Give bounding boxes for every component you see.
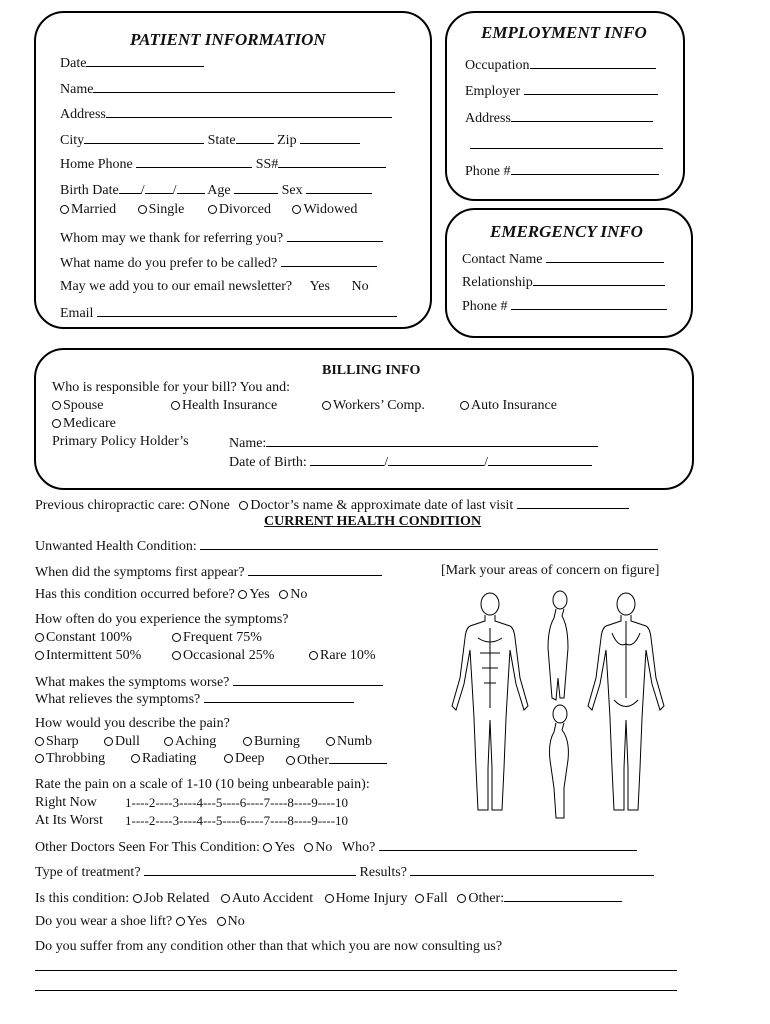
previous-none-radio[interactable]: None xyxy=(189,498,230,513)
policy-holder-label: Primary Policy Holder’s xyxy=(52,434,189,449)
employer-address-field[interactable] xyxy=(465,109,653,127)
unwanted-condition-label: Unwanted Health Condition: xyxy=(35,539,197,554)
newsletter-no[interactable]: No xyxy=(351,279,369,294)
other-condition-question: Do you suffer from any condition other than that which you are now consulting us? xyxy=(35,939,503,954)
relationship-label: Relationship xyxy=(462,275,533,290)
previous-doctor-radio[interactable]: Doctor’s name & approximate date of last visit xyxy=(239,498,513,513)
shoe-lift-label: Do you wear a shoe lift? xyxy=(35,914,173,929)
right-now-scale[interactable]: 1----2----3----4---5----6----7----8----9----10 xyxy=(125,795,349,810)
body-figure-diagram[interactable] xyxy=(440,588,676,822)
intermittent-radio[interactable]: Intermittent 50% xyxy=(35,648,141,664)
email-label: Email xyxy=(60,306,94,321)
auto-accident-radio[interactable]: Auto Accident xyxy=(221,891,313,906)
other-doctors-label: Other Doctors Seen For This Condition: xyxy=(35,840,260,855)
occurred-no-radio[interactable]: No xyxy=(279,587,307,602)
shoe-lift-row xyxy=(35,914,245,930)
billing-question: Who is responsible for your bill? You and: xyxy=(52,380,290,395)
current-health-title: CURRENT HEALTH CONDITION xyxy=(264,514,482,529)
patient-info-title: PATIENT INFORMATION xyxy=(130,30,326,49)
throbbing-radio[interactable]: Throbbing xyxy=(35,751,105,767)
front-body-figure xyxy=(452,593,528,810)
side-body-figure-top xyxy=(548,591,568,700)
ssn-label: SS# xyxy=(255,157,279,172)
policy-name-label: Name: xyxy=(229,436,267,451)
newsletter-label: May we add you to our email newsletter? xyxy=(60,279,293,294)
newsletter-row xyxy=(60,279,369,295)
previous-care-label: Previous chiropractic care: xyxy=(35,498,186,513)
shoe-lift-yes-radio[interactable]: Yes xyxy=(176,914,207,929)
phone-ssn-row[interactable] xyxy=(60,155,386,173)
divorced-radio[interactable]: Divorced xyxy=(208,202,271,217)
employer-phone-field[interactable] xyxy=(465,162,659,180)
who-label: Who? xyxy=(341,840,376,855)
birth-age-sex-row[interactable]: Birth Date / / Age Sex xyxy=(60,181,372,199)
occasional-radio[interactable]: Occasional 25% xyxy=(172,648,274,664)
relationship-field[interactable] xyxy=(462,273,665,291)
newsletter-yes[interactable]: Yes xyxy=(309,279,330,294)
home-injury-radio[interactable]: Home Injury xyxy=(325,891,408,906)
condition-type-row xyxy=(35,889,622,907)
relieves-field[interactable] xyxy=(35,690,354,708)
sex-label: Sex xyxy=(281,183,303,198)
single-radio[interactable]: Single xyxy=(138,202,185,217)
right-now-label: Right Now xyxy=(35,795,97,810)
city-state-zip-row[interactable] xyxy=(60,131,360,149)
back-body-figure xyxy=(588,593,664,810)
other-pain-radio[interactable]: Other xyxy=(286,751,387,769)
worst-scale[interactable]: 1----2----3----4---5----6----7----8----9----10 xyxy=(125,813,349,828)
referral-field[interactable] xyxy=(60,229,383,247)
name-field[interactable] xyxy=(60,80,395,98)
previous-care-row xyxy=(35,496,629,514)
emergency-phone-label: Phone # xyxy=(462,299,508,314)
dull-radio[interactable]: Dull xyxy=(104,734,140,750)
worse-label: What makes the symptoms worse? xyxy=(35,675,230,690)
occurred-yes-radio[interactable]: Yes xyxy=(238,587,269,602)
occurred-before-row xyxy=(35,587,307,603)
aching-radio[interactable]: Aching xyxy=(164,734,216,750)
unwanted-condition-field[interactable] xyxy=(35,537,658,555)
marital-status-row xyxy=(60,202,357,218)
frequent-radio[interactable]: Frequent 75% xyxy=(172,630,262,646)
widowed-radio[interactable]: Widowed xyxy=(292,202,357,217)
emergency-info-title: EMERGENCY INFO xyxy=(490,222,643,241)
results-label: Results? xyxy=(359,865,407,880)
policy-holder-dob-field[interactable]: Date of Birth: / / xyxy=(229,453,592,471)
emergency-phone-field[interactable] xyxy=(462,297,667,315)
zip-label: Zip xyxy=(277,133,297,148)
radiating-radio[interactable]: Radiating xyxy=(131,751,196,767)
contact-name-field[interactable] xyxy=(462,250,664,268)
age-label: Age xyxy=(207,183,231,198)
date-label: Date xyxy=(60,56,87,71)
condition-type-label: Is this condition: xyxy=(35,891,130,906)
other-doctors-yes-radio[interactable]: Yes xyxy=(263,840,294,855)
called-label: What name do you prefer to be called? xyxy=(60,256,278,271)
answer-line-2[interactable] xyxy=(35,990,677,991)
married-radio[interactable]: Married xyxy=(60,202,116,217)
employment-info-title: EMPLOYMENT INFO xyxy=(481,23,647,42)
worst-label: At Its Worst xyxy=(35,813,103,828)
worse-field[interactable] xyxy=(35,673,383,691)
side-body-figure-bottom xyxy=(550,705,569,818)
rare-radio[interactable]: Rare 10% xyxy=(309,648,376,664)
employer-address-label: Address xyxy=(465,111,511,126)
address-label: Address xyxy=(60,107,106,122)
employer-address-line-2[interactable] xyxy=(470,148,663,149)
referral-label: Whom may we thank for referring you? xyxy=(60,231,284,246)
numb-radio[interactable]: Numb xyxy=(326,734,372,750)
policy-holder-name-field[interactable] xyxy=(229,434,598,452)
deep-radio[interactable]: Deep xyxy=(224,751,265,767)
other-doctors-row xyxy=(35,838,637,856)
occurred-before-label: Has this condition occurred before? xyxy=(35,587,235,602)
shoe-lift-no-radio[interactable]: No xyxy=(217,914,245,929)
birth-date-label: Birth Date xyxy=(60,183,119,198)
name-label: Name xyxy=(60,82,94,97)
occupation-label: Occupation xyxy=(465,58,530,73)
other-condition-radio[interactable]: Other: xyxy=(457,891,504,906)
address-field[interactable] xyxy=(60,105,392,123)
other-doctors-no-radio[interactable]: No xyxy=(304,840,332,855)
relieves-label: What relieves the symptoms? xyxy=(35,692,201,707)
email-field[interactable] xyxy=(60,304,397,322)
answer-line-1[interactable] xyxy=(35,970,677,971)
health-insurance-radio[interactable]: Health Insurance xyxy=(171,398,277,414)
symptoms-appear-field[interactable] xyxy=(35,563,382,581)
auto-insurance-radio[interactable]: Auto Insurance xyxy=(460,398,557,414)
fall-radio[interactable]: Fall xyxy=(415,891,448,906)
sharp-radio[interactable]: Sharp xyxy=(35,734,79,750)
medicare-radio[interactable]: Medicare xyxy=(52,416,116,432)
burning-radio[interactable]: Burning xyxy=(243,734,300,750)
home-phone-label: Home Phone xyxy=(60,157,133,172)
spouse-radio[interactable]: Spouse xyxy=(52,398,103,413)
how-often-label: How often do you experience the symptoms? xyxy=(35,612,289,627)
city-label: City xyxy=(60,133,85,148)
treatment-results-row[interactable] xyxy=(35,863,654,881)
employer-label: Employer xyxy=(465,84,521,99)
billing-info-title: BILLING INFO xyxy=(322,363,421,378)
job-related-radio[interactable]: Job Related xyxy=(133,891,210,906)
constant-radio[interactable]: Constant 100% xyxy=(35,630,132,646)
occupation-field[interactable] xyxy=(465,56,656,74)
policy-dob-label: Date of Birth: xyxy=(229,455,307,470)
treatment-label: Type of treatment? xyxy=(35,865,141,880)
describe-pain-label: How would you describe the pain? xyxy=(35,716,230,731)
state-label: State xyxy=(207,133,236,148)
billing-options-row xyxy=(52,398,103,414)
date-field[interactable] xyxy=(60,54,204,72)
symptoms-appear-label: When did the symptoms first appear? xyxy=(35,565,245,580)
rate-pain-label: Rate the pain on a scale of 1-10 (10 being unbearable pain): xyxy=(35,777,370,792)
called-field[interactable] xyxy=(60,254,377,272)
workers-comp-radio[interactable]: Workers’ Comp. xyxy=(322,398,425,414)
mark-figure-note: [Mark your areas of concern on figure] xyxy=(441,563,660,578)
employer-phone-label: Phone # xyxy=(465,164,511,179)
contact-name-label: Contact Name xyxy=(462,252,543,267)
employer-field[interactable] xyxy=(465,82,658,100)
